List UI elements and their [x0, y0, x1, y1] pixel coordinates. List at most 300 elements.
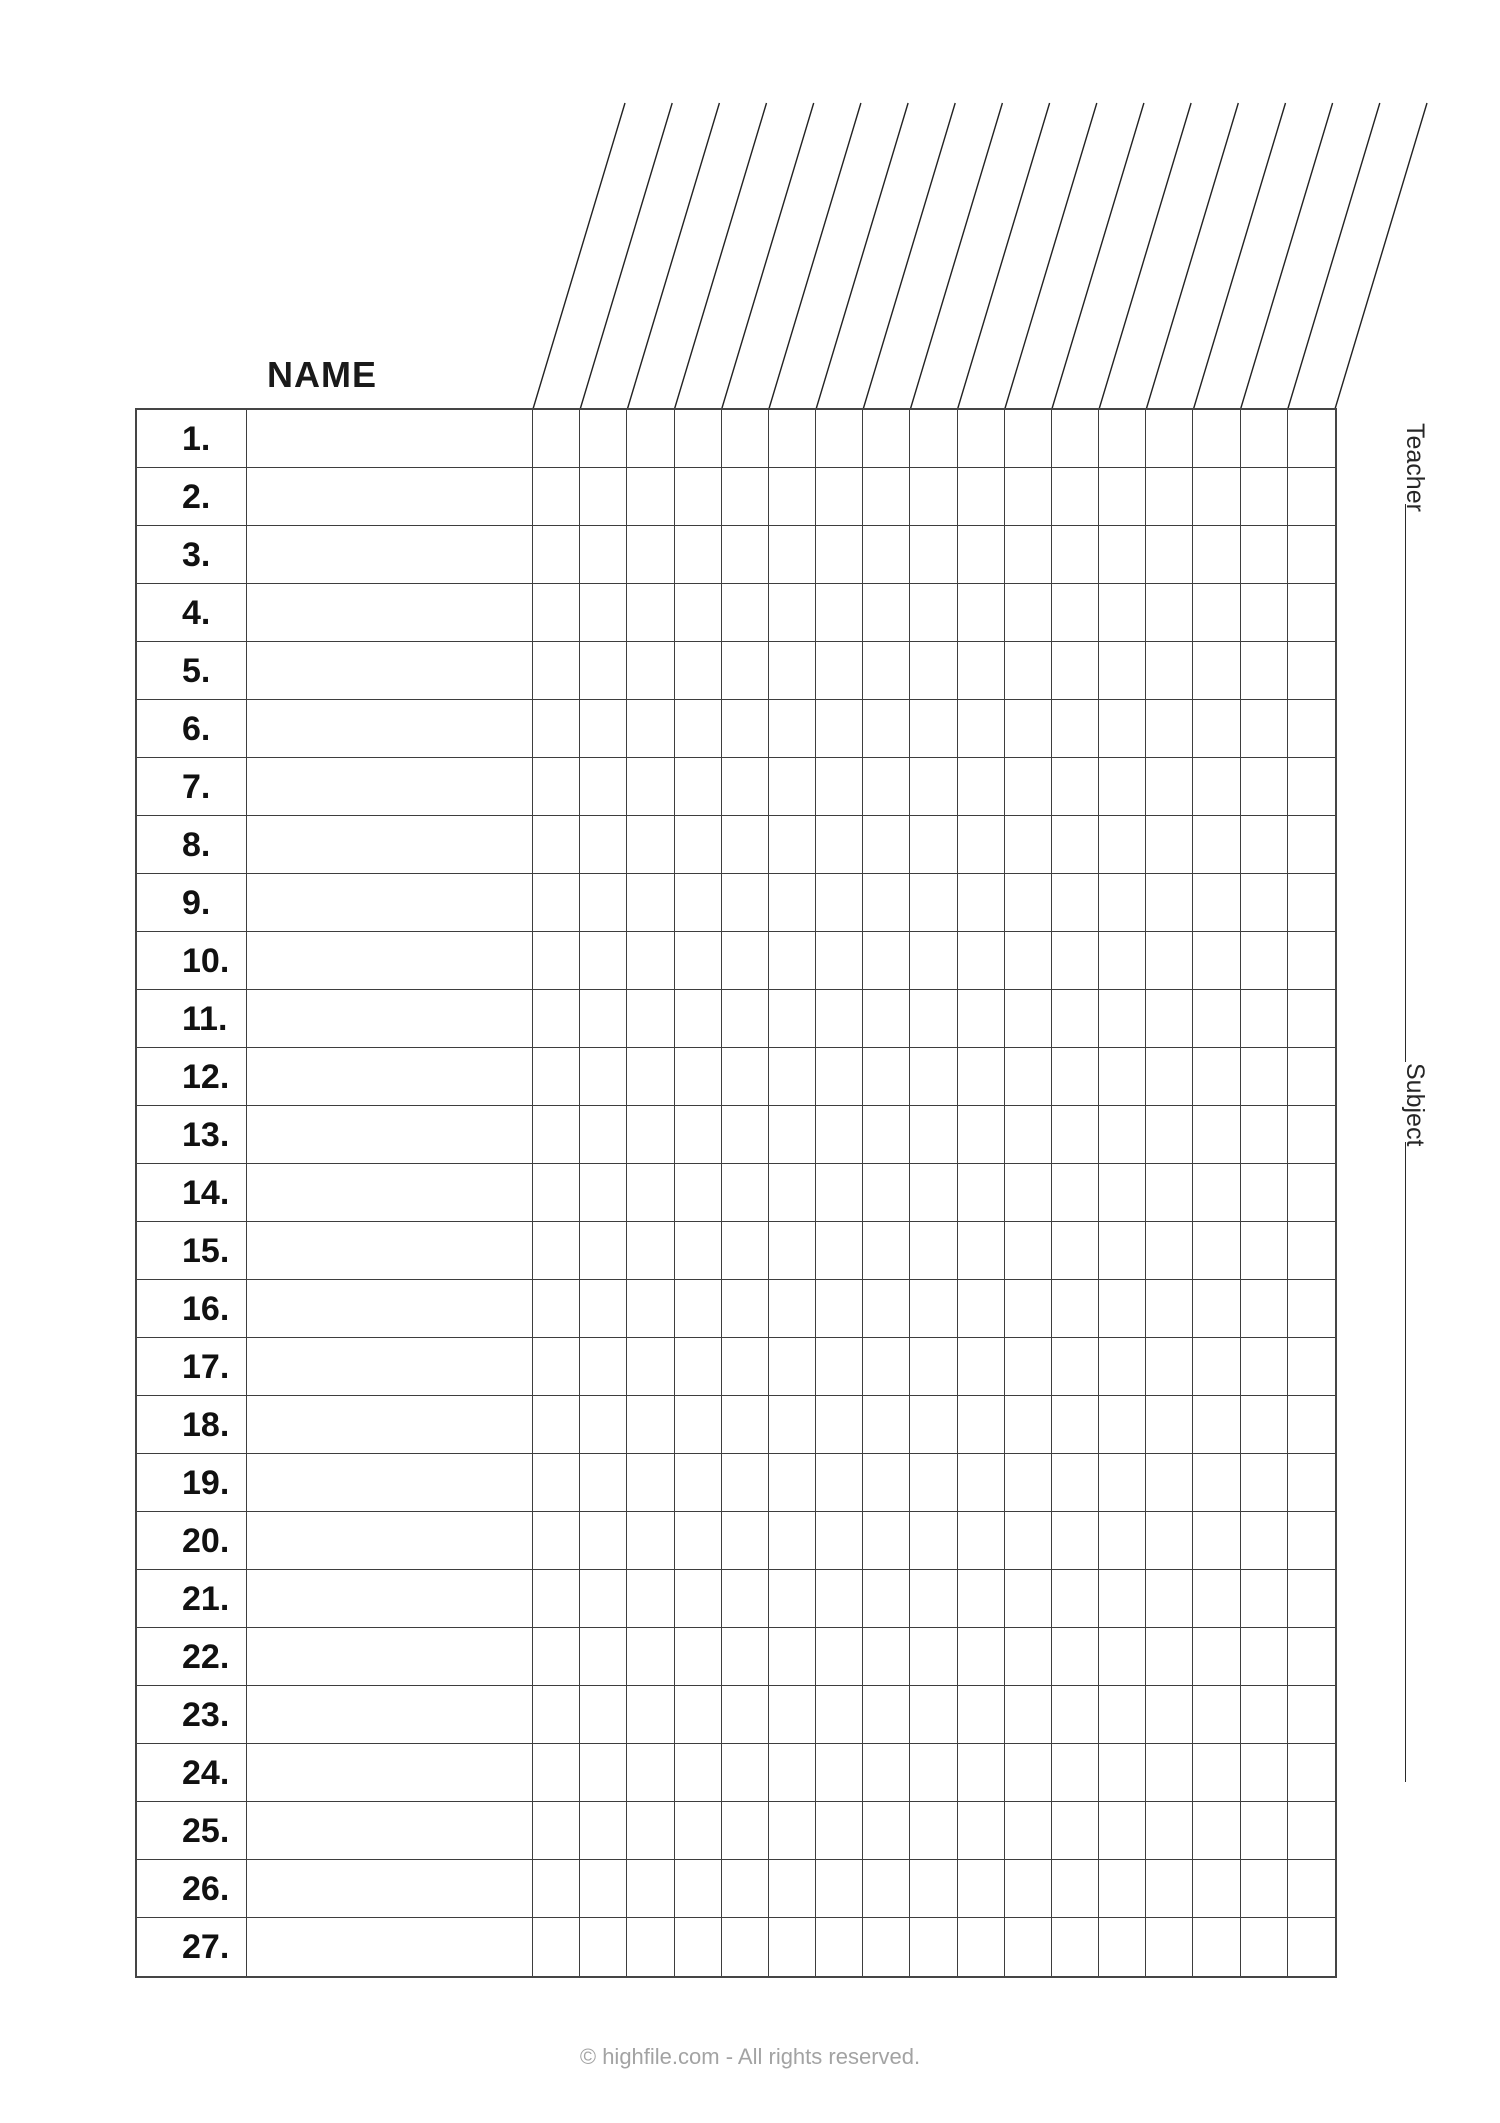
- attendance-cell: [1052, 932, 1099, 990]
- attendance-cell: [1099, 1338, 1146, 1396]
- attendance-cell: [627, 1106, 674, 1164]
- attendance-cell: [1099, 1222, 1146, 1280]
- attendance-cell: [1288, 1280, 1335, 1338]
- attendance-cell: [1052, 1048, 1099, 1106]
- attendance-cell: [533, 1744, 580, 1802]
- attendance-cell: [1288, 410, 1335, 468]
- attendance-cell: [1052, 700, 1099, 758]
- student-name-cell: [247, 1048, 533, 1106]
- attendance-cell: [533, 1570, 580, 1628]
- attendance-cell: [1193, 700, 1240, 758]
- attendance-cell: [1052, 1802, 1099, 1860]
- attendance-cell: [722, 1048, 769, 1106]
- attendance-cell: [958, 468, 1005, 526]
- attendance-cell: [1005, 1628, 1052, 1686]
- attendance-cell: [863, 642, 910, 700]
- attendance-cell: [1052, 1106, 1099, 1164]
- student-name-cell: [247, 700, 533, 758]
- attendance-cell: [769, 642, 816, 700]
- attendance-cell: [1005, 874, 1052, 932]
- row-number-cell: 9.: [137, 874, 247, 932]
- attendance-cell: [816, 1628, 863, 1686]
- row-number-cell: 5.: [137, 642, 247, 700]
- attendance-cell: [675, 816, 722, 874]
- attendance-cell: [675, 990, 722, 1048]
- row-number-cell: 17.: [137, 1338, 247, 1396]
- attendance-cell: [1005, 1396, 1052, 1454]
- attendance-cell: [1052, 526, 1099, 584]
- attendance-cell: [958, 1512, 1005, 1570]
- attendance-cell: [1288, 584, 1335, 642]
- attendance-cell: [1146, 1222, 1193, 1280]
- attendance-cell: [958, 1454, 1005, 1512]
- attendance-cell: [816, 584, 863, 642]
- attendance-cell: [1099, 990, 1146, 1048]
- attendance-cell: [1241, 1860, 1288, 1918]
- attendance-cell: [1052, 1280, 1099, 1338]
- attendance-cell: [533, 1686, 580, 1744]
- slanted-header-line: [863, 103, 955, 409]
- attendance-cell: [958, 1280, 1005, 1338]
- attendance-cell: [910, 1918, 957, 1976]
- attendance-cell: [1146, 584, 1193, 642]
- attendance-cell: [816, 1860, 863, 1918]
- attendance-cell: [722, 1338, 769, 1396]
- slanted-header-line: [627, 103, 719, 409]
- attendance-cell: [1193, 1048, 1240, 1106]
- roster-table: [135, 408, 1337, 1978]
- attendance-cell: [1099, 1802, 1146, 1860]
- attendance-cell: [722, 758, 769, 816]
- attendance-cell: [1099, 932, 1146, 990]
- attendance-cell: [533, 468, 580, 526]
- student-name-cell: [247, 642, 533, 700]
- attendance-cell: [816, 468, 863, 526]
- attendance-cell: [1193, 1454, 1240, 1512]
- attendance-cell: [1288, 874, 1335, 932]
- attendance-cell: [958, 410, 1005, 468]
- attendance-cell: [1052, 1512, 1099, 1570]
- attendance-cell: [910, 758, 957, 816]
- attendance-cell: [1052, 584, 1099, 642]
- attendance-cell: [627, 1570, 674, 1628]
- attendance-cell: [1005, 1512, 1052, 1570]
- attendance-cell: [1241, 1454, 1288, 1512]
- student-name-cell: [247, 1106, 533, 1164]
- slanted-header-line: [1146, 103, 1238, 409]
- attendance-cell: [1052, 1686, 1099, 1744]
- attendance-cell: [958, 1396, 1005, 1454]
- attendance-cell: [1005, 1686, 1052, 1744]
- attendance-cell: [1052, 642, 1099, 700]
- attendance-cell: [1241, 1570, 1288, 1628]
- attendance-cell: [1288, 1512, 1335, 1570]
- attendance-cell: [627, 816, 674, 874]
- attendance-cell: [863, 526, 910, 584]
- attendance-cell: [722, 1628, 769, 1686]
- attendance-cell: [863, 1048, 910, 1106]
- attendance-cell: [627, 1454, 674, 1512]
- attendance-cell: [958, 1686, 1005, 1744]
- attendance-cell: [1146, 1454, 1193, 1512]
- attendance-cell: [769, 584, 816, 642]
- attendance-cell: [1099, 1106, 1146, 1164]
- attendance-cell: [1005, 758, 1052, 816]
- slanted-header-line: [1288, 103, 1380, 409]
- attendance-cell: [722, 1860, 769, 1918]
- attendance-cell: [1193, 1164, 1240, 1222]
- attendance-cell: [1099, 1918, 1146, 1976]
- attendance-cell: [863, 1512, 910, 1570]
- attendance-cell: [1193, 1686, 1240, 1744]
- attendance-cell: [910, 932, 957, 990]
- attendance-cell: [1288, 642, 1335, 700]
- slanted-header-line: [1099, 103, 1191, 409]
- attendance-cell: [1146, 642, 1193, 700]
- row-number-cell: 13.: [137, 1106, 247, 1164]
- attendance-cell: [910, 1744, 957, 1802]
- attendance-cell: [1146, 468, 1193, 526]
- attendance-cell: [910, 1860, 957, 1918]
- attendance-cell: [675, 584, 722, 642]
- attendance-cell: [1005, 1570, 1052, 1628]
- attendance-cell: [627, 1164, 674, 1222]
- attendance-cell: [1193, 1860, 1240, 1918]
- attendance-cell: [533, 1396, 580, 1454]
- slanted-header-line: [580, 103, 672, 409]
- attendance-cell: [910, 1396, 957, 1454]
- attendance-cell: [533, 816, 580, 874]
- attendance-cell: [816, 874, 863, 932]
- attendance-cell: [1052, 758, 1099, 816]
- teacher-label: Teacher: [1401, 423, 1429, 512]
- attendance-cell: [1146, 932, 1193, 990]
- attendance-cell: [910, 1164, 957, 1222]
- attendance-cell: [1193, 990, 1240, 1048]
- attendance-cell: [863, 700, 910, 758]
- attendance-cell: [1052, 1338, 1099, 1396]
- attendance-cell: [1005, 410, 1052, 468]
- attendance-cell: [580, 1454, 627, 1512]
- attendance-cell: [722, 1454, 769, 1512]
- attendance-cell: [1193, 584, 1240, 642]
- attendance-cell: [722, 1396, 769, 1454]
- attendance-cell: [1099, 1512, 1146, 1570]
- attendance-cell: [1146, 1396, 1193, 1454]
- student-name-cell: [247, 816, 533, 874]
- student-name-cell: [247, 1860, 533, 1918]
- attendance-cell: [580, 1686, 627, 1744]
- attendance-cell: [533, 1802, 580, 1860]
- attendance-cell: [675, 1802, 722, 1860]
- attendance-cell: [769, 700, 816, 758]
- attendance-cell: [533, 410, 580, 468]
- attendance-cell: [1288, 1570, 1335, 1628]
- row-number-cell: 20.: [137, 1512, 247, 1570]
- slanted-header-line: [816, 103, 908, 409]
- attendance-cell: [722, 1744, 769, 1802]
- attendance-cell: [1052, 1164, 1099, 1222]
- attendance-cell: [958, 990, 1005, 1048]
- attendance-cell: [863, 584, 910, 642]
- attendance-cell: [1241, 1280, 1288, 1338]
- attendance-cell: [1241, 1396, 1288, 1454]
- attendance-cell: [627, 642, 674, 700]
- attendance-cell: [863, 1686, 910, 1744]
- attendance-cell: [1241, 1222, 1288, 1280]
- attendance-cell: [722, 1686, 769, 1744]
- attendance-cell: [1241, 1106, 1288, 1164]
- attendance-cell: [1099, 700, 1146, 758]
- attendance-cell: [769, 932, 816, 990]
- attendance-cell: [675, 874, 722, 932]
- attendance-cell: [1099, 1048, 1146, 1106]
- attendance-cell: [1052, 1454, 1099, 1512]
- row-number-cell: 10.: [137, 932, 247, 990]
- attendance-cell: [675, 1512, 722, 1570]
- attendance-cell: [816, 1338, 863, 1396]
- attendance-cell: [769, 1164, 816, 1222]
- attendance-cell: [1099, 526, 1146, 584]
- attendance-cell: [1099, 642, 1146, 700]
- attendance-cell: [580, 1338, 627, 1396]
- attendance-cell: [533, 1164, 580, 1222]
- attendance-cell: [1193, 1628, 1240, 1686]
- attendance-cell: [958, 874, 1005, 932]
- copyright-footer: © highfile.com - All rights reserved.: [579, 2044, 921, 2069]
- attendance-cell: [627, 932, 674, 990]
- attendance-cell: [1146, 1744, 1193, 1802]
- attendance-cell: [1099, 468, 1146, 526]
- attendance-cell: [863, 758, 910, 816]
- attendance-cell: [863, 1396, 910, 1454]
- attendance-cell: [769, 1280, 816, 1338]
- attendance-cell: [580, 932, 627, 990]
- attendance-cell: [627, 1338, 674, 1396]
- attendance-cell: [1146, 1860, 1193, 1918]
- row-number-cell: 14.: [137, 1164, 247, 1222]
- attendance-cell: [722, 700, 769, 758]
- attendance-cell: [722, 584, 769, 642]
- attendance-cell: [769, 410, 816, 468]
- attendance-cell: [1005, 1338, 1052, 1396]
- attendance-cell: [1146, 1686, 1193, 1744]
- student-name-cell: [247, 468, 533, 526]
- attendance-cell: [1193, 758, 1240, 816]
- slanted-header-line: [1241, 103, 1333, 409]
- attendance-cell: [1193, 816, 1240, 874]
- attendance-cell: [675, 526, 722, 584]
- attendance-cell: [910, 1512, 957, 1570]
- attendance-cell: [1288, 700, 1335, 758]
- attendance-cell: [958, 584, 1005, 642]
- attendance-cell: [1193, 526, 1240, 584]
- attendance-cell: [675, 410, 722, 468]
- student-name-cell: [247, 1918, 533, 1976]
- row-number-cell: 3.: [137, 526, 247, 584]
- attendance-cell: [675, 1396, 722, 1454]
- attendance-cell: [910, 700, 957, 758]
- row-number-cell: 15.: [137, 1222, 247, 1280]
- row-number-cell: 25.: [137, 1802, 247, 1860]
- attendance-cell: [769, 1454, 816, 1512]
- attendance-cell: [1193, 1222, 1240, 1280]
- attendance-cell: [675, 1454, 722, 1512]
- attendance-cell: [580, 526, 627, 584]
- attendance-cell: [533, 758, 580, 816]
- student-name-cell: [247, 526, 533, 584]
- attendance-cell: [1241, 874, 1288, 932]
- attendance-cell: [533, 1918, 580, 1976]
- subject-label: Subject: [1401, 1063, 1429, 1147]
- attendance-cell: [769, 1222, 816, 1280]
- slanted-header-line: [1005, 103, 1097, 409]
- attendance-cell: [675, 700, 722, 758]
- attendance-cell: [1146, 990, 1193, 1048]
- attendance-cell: [958, 700, 1005, 758]
- attendance-cell: [627, 1918, 674, 1976]
- attendance-cell: [958, 1106, 1005, 1164]
- attendance-cell: [533, 1280, 580, 1338]
- row-number-cell: 23.: [137, 1686, 247, 1744]
- attendance-cell: [580, 874, 627, 932]
- attendance-cell: [722, 874, 769, 932]
- attendance-cell: [910, 1570, 957, 1628]
- attendance-cell: [580, 1048, 627, 1106]
- attendance-cell: [816, 758, 863, 816]
- attendance-cell: [1146, 1164, 1193, 1222]
- attendance-cell: [1146, 1918, 1193, 1976]
- attendance-cell: [533, 642, 580, 700]
- attendance-cell: [722, 1802, 769, 1860]
- attendance-cell: [1288, 1048, 1335, 1106]
- attendance-cell: [1193, 1338, 1240, 1396]
- attendance-cell: [1288, 816, 1335, 874]
- attendance-cell: [580, 410, 627, 468]
- row-number-cell: 26.: [137, 1860, 247, 1918]
- attendance-cell: [675, 1628, 722, 1686]
- attendance-cell: [675, 1106, 722, 1164]
- attendance-cell: [627, 1512, 674, 1570]
- attendance-cell: [1288, 1454, 1335, 1512]
- attendance-cell: [958, 1918, 1005, 1976]
- attendance-cell: [1241, 1164, 1288, 1222]
- attendance-cell: [580, 758, 627, 816]
- attendance-cell: [1146, 1338, 1193, 1396]
- attendance-cell: [1288, 1106, 1335, 1164]
- attendance-cell: [816, 1744, 863, 1802]
- attendance-cell: [769, 990, 816, 1048]
- attendance-cell: [1005, 1454, 1052, 1512]
- attendance-cell: [675, 1918, 722, 1976]
- attendance-cell: [1099, 874, 1146, 932]
- attendance-cell: [722, 1222, 769, 1280]
- row-number-cell: 8.: [137, 816, 247, 874]
- attendance-cell: [816, 816, 863, 874]
- attendance-cell: [863, 1802, 910, 1860]
- attendance-cell: [1099, 758, 1146, 816]
- row-number-cell: 12.: [137, 1048, 247, 1106]
- attendance-cell: [533, 1222, 580, 1280]
- attendance-cell: [863, 410, 910, 468]
- attendance-cell: [627, 526, 674, 584]
- attendance-cell: [910, 1454, 957, 1512]
- slanted-header-line: [910, 103, 1002, 409]
- attendance-cell: [816, 1280, 863, 1338]
- attendance-cell: [533, 990, 580, 1048]
- attendance-cell: [769, 1570, 816, 1628]
- attendance-cell: [1193, 1396, 1240, 1454]
- attendance-cell: [627, 1048, 674, 1106]
- attendance-cell: [1193, 1280, 1240, 1338]
- attendance-cell: [580, 584, 627, 642]
- attendance-cell: [1241, 1802, 1288, 1860]
- slanted-header-line: [675, 103, 767, 409]
- attendance-cell: [816, 1222, 863, 1280]
- slanted-header-line: [722, 103, 814, 409]
- attendance-cell: [910, 526, 957, 584]
- attendance-cell: [1288, 1744, 1335, 1802]
- attendance-cell: [816, 932, 863, 990]
- attendance-cell: [675, 1686, 722, 1744]
- attendance-cell: [533, 584, 580, 642]
- attendance-cell: [1193, 1106, 1240, 1164]
- attendance-cell: [627, 758, 674, 816]
- attendance-cell: [533, 700, 580, 758]
- attendance-cell: [1241, 526, 1288, 584]
- attendance-cell: [722, 1570, 769, 1628]
- attendance-cell: [863, 1164, 910, 1222]
- attendance-cell: [863, 1628, 910, 1686]
- attendance-cell: [533, 1628, 580, 1686]
- student-name-cell: [247, 932, 533, 990]
- attendance-cell: [627, 1744, 674, 1802]
- attendance-cell: [1005, 1918, 1052, 1976]
- attendance-cell: [1193, 874, 1240, 932]
- attendance-cell: [1146, 526, 1193, 584]
- attendance-cell: [1052, 1222, 1099, 1280]
- attendance-cell: [1099, 1860, 1146, 1918]
- row-number-cell: 7.: [137, 758, 247, 816]
- attendance-cell: [1146, 1512, 1193, 1570]
- attendance-cell: [627, 1860, 674, 1918]
- attendance-cell: [1005, 1106, 1052, 1164]
- attendance-cell: [1005, 1222, 1052, 1280]
- attendance-cell: [769, 1338, 816, 1396]
- attendance-cell: [910, 584, 957, 642]
- attendance-cell: [958, 1164, 1005, 1222]
- row-number-cell: 18.: [137, 1396, 247, 1454]
- attendance-cell: [1193, 932, 1240, 990]
- attendance-cell: [675, 932, 722, 990]
- attendance-cell: [863, 1744, 910, 1802]
- attendance-cell: [1099, 1280, 1146, 1338]
- attendance-cell: [580, 1570, 627, 1628]
- attendance-cell: [769, 1744, 816, 1802]
- attendance-cell: [816, 990, 863, 1048]
- attendance-cell: [1052, 1570, 1099, 1628]
- attendance-cell: [580, 1164, 627, 1222]
- attendance-cell: [1241, 642, 1288, 700]
- attendance-cell: [1099, 1744, 1146, 1802]
- attendance-cell: [1193, 410, 1240, 468]
- student-name-cell: [247, 990, 533, 1048]
- attendance-cell: [627, 584, 674, 642]
- attendance-cell: [1288, 1338, 1335, 1396]
- attendance-cell: [958, 1744, 1005, 1802]
- attendance-cell: [1052, 990, 1099, 1048]
- attendance-cell: [1099, 584, 1146, 642]
